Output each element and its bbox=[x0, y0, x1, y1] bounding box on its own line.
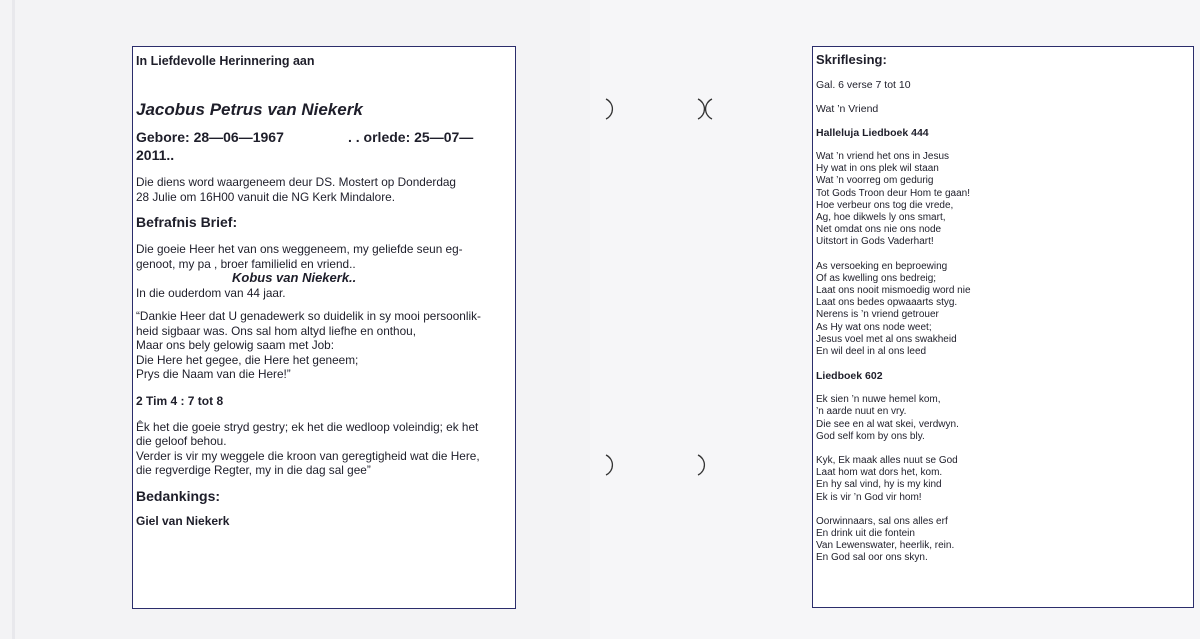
service-line: 28 Julie om 16H00 vanuit die NG Kerk Mindalore. bbox=[136, 189, 396, 204]
hymn-line: Die see en al wat skei, verdwyn. bbox=[816, 418, 959, 430]
hymn-verse bbox=[816, 516, 1189, 565]
hymn-line: Van Lewenswater, heerlik, rein. bbox=[816, 540, 955, 552]
thanks-heading: Bedankings: bbox=[136, 487, 221, 504]
hymn-verse bbox=[816, 455, 1189, 504]
letter-line: genoot, my pa , broer familielid en vriend.. bbox=[136, 256, 356, 271]
hymn-line: Nerens is ’n vriend getrouer bbox=[816, 309, 939, 321]
hymn-line: En God sal oor ons skyn. bbox=[816, 552, 928, 564]
nickname: Kobus van Niekerk.. bbox=[232, 270, 357, 285]
hymn-line: Jesus voel met al ons swakheid bbox=[816, 333, 957, 345]
quote-line: Maar ons bely gelowig saam met Job: bbox=[136, 338, 335, 352]
hymn-line: Laat ons bedes opwaaarts styg. bbox=[816, 297, 958, 309]
hymn-line: Hy wat in ons plek wil staan bbox=[816, 163, 939, 175]
hymn-line: As versoeking en beproewing bbox=[816, 260, 948, 272]
memorial-heading: In Liefdevolle Herinnering aan bbox=[136, 54, 315, 68]
hymn-line: Hoe verbeur ons tog die vrede, bbox=[816, 199, 954, 211]
punch-hole-icon bbox=[600, 452, 626, 478]
hymn-verse bbox=[816, 151, 1189, 249]
scripture-reference: 2 Tim 4 : 7 tot 8 bbox=[136, 393, 224, 408]
readings-heading: Skriflesing: bbox=[816, 52, 887, 67]
quote-line: Die Here het gegee, die Here het geneem; bbox=[136, 352, 359, 367]
hymn-line: Laat hom wat dors het, kom. bbox=[816, 467, 943, 479]
hymn-line: God self kom by ons bly. bbox=[816, 430, 925, 442]
hymn-line: Net omdat ons nie ons node bbox=[816, 224, 942, 236]
letter-line: Die goeie Heer het van ons weggeneem, my geliefde seun eg- bbox=[136, 242, 463, 256]
hymn-line: Of as kwelling ons bedreig; bbox=[816, 272, 937, 284]
hymn-line: Wat ’n vriend het ons in Jesus bbox=[816, 151, 950, 162]
memorial-panel bbox=[132, 46, 516, 609]
punch-hole-icon bbox=[692, 96, 718, 122]
obituary-text bbox=[136, 242, 511, 300]
age-line: In die ouderdom van 44 jaar. bbox=[136, 285, 286, 300]
scripture-line: die regverdige Regter, my in die dag sal gee” bbox=[136, 463, 371, 477]
scan-edge-mark bbox=[12, 0, 15, 639]
obituary-heading: Befrafnis Brief: bbox=[136, 214, 238, 230]
hymn-line: Oorwinnaars, sal ons alles erf bbox=[816, 515, 948, 527]
thanks-name: Giel van Niekerk bbox=[136, 513, 230, 528]
service-text bbox=[136, 175, 511, 204]
quote-text bbox=[136, 309, 511, 382]
hymn-verse bbox=[816, 261, 1189, 359]
hymn-line: Ek is vir ’n God vir hom! bbox=[816, 491, 922, 503]
readings-panel bbox=[812, 46, 1194, 608]
born-date: Gebore: 28—06—1967 bbox=[136, 129, 284, 145]
quote-line: “Dankie Heer dat U genadewerk so duidelik in sy mooi persoonlik- bbox=[136, 309, 481, 323]
hymn-verse bbox=[816, 394, 1189, 443]
hymn-line: Uitstort in Gods Vaderhart! bbox=[816, 236, 934, 248]
hymn-line: En hy sal vind, hy is my kind bbox=[816, 479, 942, 491]
hymn-line: As Hy wat ons node weet; bbox=[816, 321, 932, 333]
hymn-line: Wat ’n voorreg om gedurig bbox=[816, 175, 934, 187]
dates-block bbox=[136, 129, 511, 165]
reading-title: Wat ’n Vriend bbox=[816, 103, 879, 115]
hymn-line: Tot Gods Troon deur Hom te gaan! bbox=[816, 187, 970, 199]
died-year: 2011.. bbox=[136, 147, 175, 163]
punch-hole-icon bbox=[692, 452, 718, 478]
hymn-title: Liedboek 602 bbox=[816, 370, 883, 383]
reading-reference: Gal. 6 verse 7 tot 10 bbox=[816, 79, 911, 91]
service-line: Die diens word waargeneem deur DS. Mostert op Donderdag bbox=[136, 175, 456, 189]
punch-hole-icon bbox=[600, 96, 626, 122]
scripture-line: Êk het die goeie stryd gestry; ek het die wedloop voleindig; ek het bbox=[136, 419, 479, 434]
hymn-line: En drink uit die fontein bbox=[816, 528, 915, 540]
scripture-text bbox=[136, 420, 511, 478]
hymn-line: Ek sien ’n nuwe hemel kom, bbox=[816, 394, 941, 406]
scripture-line: Verder is vir my weggele die kroon van geregtigheid wat die Here, bbox=[136, 448, 480, 463]
deceased-name: Jacobus Petrus van Niekerk bbox=[136, 100, 363, 119]
scripture-line: die geloof behou. bbox=[136, 434, 227, 448]
hymn-line: ’n aarde nuut en vry. bbox=[816, 406, 907, 418]
quote-line: heid sigbaar was. Ons sal hom altyd liefhe en onthou, bbox=[136, 323, 417, 338]
hymn-title: Halleluja Liedboek 444 bbox=[816, 127, 929, 139]
died-date: . . orlede: 25—07— bbox=[348, 129, 474, 145]
quote-line: Prys die Naam van die Here!” bbox=[136, 367, 291, 381]
hymn-line: Laat ons nooit mismoedig word nie bbox=[816, 285, 971, 297]
hymn-line: Ag, hoe dikwels ly ons smart, bbox=[816, 212, 946, 224]
hymn-line: En wil deel in al ons leed bbox=[816, 346, 927, 358]
hymn-line: Kyk, Ek maak alles nuut se God bbox=[816, 455, 958, 467]
